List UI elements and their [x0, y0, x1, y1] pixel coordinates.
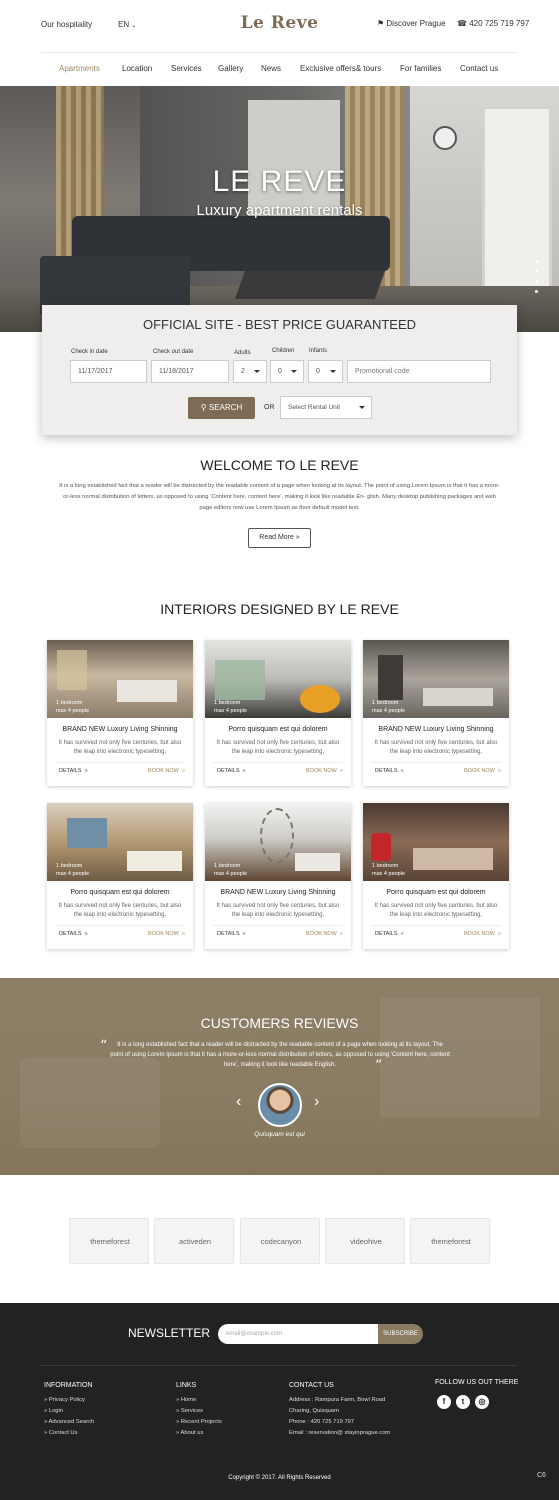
prev-arrow-icon[interactable]: ‹	[236, 1093, 242, 1110]
or-text: OR	[264, 404, 275, 411]
apartment-desc: It has survived not only five centuries, but also the leap into electronic typesetting,	[216, 740, 340, 755]
newsletter-title: NEWSLETTER	[128, 1326, 211, 1340]
hero-subtitle: Luxury apartment rentals	[196, 202, 363, 219]
instagram-icon[interactable]: ◎	[475, 1395, 489, 1409]
corner-badge: C6	[537, 1472, 546, 1479]
quote-open-icon: “	[100, 1038, 108, 1054]
nav-exclusive-offers[interactable]: Exclusive offers& tours	[300, 64, 382, 73]
information-links	[44, 1395, 94, 1439]
links-list	[176, 1395, 222, 1439]
search-label: SEARCH	[208, 403, 243, 412]
apartment-card[interactable]	[363, 640, 509, 786]
search-icon: ⚲	[200, 403, 207, 412]
booking-title: OFFICIAL SITE - BEST PRICE GUARANTEED	[142, 317, 417, 332]
nav-news[interactable]: News	[261, 64, 282, 73]
nav-apartments[interactable]: Apartments	[59, 64, 100, 73]
book-now-link[interactable]: BOOK NOW »	[148, 768, 185, 774]
phone-link[interactable]	[457, 19, 529, 28]
nav-for-families[interactable]: For families	[400, 64, 442, 73]
partner-logo[interactable]: codecanyon	[240, 1218, 320, 1264]
partner-logo[interactable]: activeden	[154, 1218, 234, 1264]
apartment-title[interactable]: Porro quisquam est qui dolorem	[386, 889, 486, 896]
footer-link-home[interactable]: » Home	[176, 1397, 197, 1403]
information-title: INFORMATION	[44, 1382, 93, 1389]
discover-prague-link[interactable]	[377, 19, 446, 28]
hero-banner	[0, 86, 559, 332]
apartment-title[interactable]: BRAND NEW Luxury Living Shinning	[220, 889, 336, 896]
card-divider	[213, 925, 343, 926]
site-footer	[0, 1303, 559, 1500]
promo-code-input[interactable]: Promotional code	[347, 360, 491, 383]
main-nav	[0, 58, 559, 86]
chevron-down-icon: ⌄	[131, 23, 137, 29]
phone-icon: ☎	[457, 19, 467, 28]
apartment-title[interactable]: Porro quisquam est qui dolorem	[228, 726, 328, 733]
footer-divider	[41, 1365, 517, 1366]
reviewer-name: Quisquam est qui	[254, 1131, 305, 1138]
footer-link-recent-projects[interactable]: » Recent Projects	[176, 1419, 222, 1425]
contact-title: CONTACT US	[289, 1382, 334, 1389]
details-link[interactable]: DETAILS »	[375, 931, 404, 937]
apartment-card[interactable]	[47, 640, 193, 786]
rental-unit-select[interactable]: Select Rental Unit	[280, 396, 372, 419]
apartment-capacity: 1 bedroom max 4 people	[214, 863, 248, 877]
language-value: EN	[118, 20, 130, 29]
infants-label: Infants	[309, 348, 328, 354]
top-header	[0, 0, 559, 52]
book-now-link[interactable]: BOOK NOW »	[148, 931, 185, 937]
apartment-capacity: 1 bedroom max 4 people	[56, 700, 90, 714]
customer-reviews-section	[0, 978, 559, 1175]
children-select[interactable]: 0	[270, 360, 304, 383]
next-arrow-icon[interactable]: ›	[314, 1093, 320, 1110]
footer-link-about[interactable]: » About us	[176, 1430, 204, 1436]
apartment-desc: It has survived not only five centuries, but also the leap into electronic typesetting,	[374, 903, 498, 918]
header-divider	[41, 52, 517, 53]
nav-services[interactable]: Services	[171, 64, 202, 73]
apartment-desc: It has survived not only five centuries, but also the leap into electronic typesetting,	[58, 740, 182, 755]
nav-contact-us[interactable]: Contact us	[460, 64, 499, 73]
welcome-title: WELCOME TO LE REVE	[200, 457, 359, 473]
partner-logo[interactable]: themeforest	[69, 1218, 149, 1264]
apartment-title[interactable]: Porro quisquam est qui dolorem	[70, 889, 170, 896]
apartment-desc: It has survived not only five centuries, but also the leap into electronic typesetting,	[374, 740, 498, 755]
card-divider	[55, 925, 185, 926]
interiors-title: INTERIORS DESIGNED BY LE REVE	[160, 601, 399, 617]
checkin-label: Check in date	[71, 349, 108, 355]
apartment-title[interactable]: BRAND NEW Luxury Living Shinning	[62, 726, 178, 733]
nav-location[interactable]: Location	[122, 64, 153, 73]
hero-title: LE REVE	[212, 165, 347, 198]
subscribe-button[interactable]: SUBSCRIBE	[378, 1324, 423, 1344]
contact-email[interactable]: Email : reservation@ stayinprague.com	[289, 1430, 391, 1436]
contact-address-2: Charing, Quisquam	[289, 1408, 339, 1414]
twitter-icon[interactable]: t	[456, 1395, 470, 1409]
footer-link-login[interactable]: » Login	[44, 1408, 64, 1414]
follow-title: FOLLOW US OUT THERE	[435, 1379, 519, 1386]
book-now-link[interactable]: BOOK NOW »	[306, 931, 343, 937]
partner-logo[interactable]: videohive	[325, 1218, 405, 1264]
booking-panel	[42, 305, 517, 435]
partner-logo[interactable]: themeforest	[410, 1218, 490, 1264]
card-divider	[55, 762, 185, 763]
footer-link-advanced-search[interactable]: » Advanced Search	[44, 1419, 95, 1425]
apartment-capacity: 1 bedroom max 4 people	[56, 863, 90, 877]
copyright: Copyright © 2017. All Rights Reserved	[228, 1475, 331, 1481]
checkin-input[interactable]: 11/17/2017	[70, 360, 147, 383]
book-now-link[interactable]: BOOK NOW »	[464, 931, 501, 937]
details-link[interactable]: DETAILS »	[375, 768, 404, 774]
slider-dots[interactable]	[535, 260, 538, 300]
flag-icon: ⚑	[377, 19, 385, 28]
book-now-link[interactable]: BOOK NOW »	[306, 768, 343, 774]
footer-link-privacy[interactable]: » Privacy Policy	[44, 1397, 85, 1403]
apartment-desc: It has survived not only five centuries, but also the leap into electronic typesetting,	[216, 903, 340, 918]
details-link[interactable]: DETAILS »	[217, 931, 246, 937]
read-more-button[interactable]: Read More »	[248, 528, 311, 548]
children-label: Children	[272, 348, 295, 354]
apartment-desc: It has survived not only five centuries, but also the leap into electronic typesetting,	[58, 903, 182, 918]
apartment-card[interactable]	[363, 803, 509, 949]
facebook-icon[interactable]: f	[437, 1395, 451, 1409]
discover-label: Discover Prague	[386, 19, 446, 28]
hero-clock	[433, 126, 457, 150]
newsletter-email-input[interactable]: email@example.com	[218, 1324, 380, 1344]
apartment-card[interactable]	[47, 803, 193, 949]
card-divider	[371, 762, 501, 763]
links-title: LINKS	[176, 1382, 197, 1389]
details-link[interactable]: DETAILS »	[217, 768, 246, 774]
adults-select[interactable]: 2	[233, 360, 267, 383]
our-hospitality-link[interactable]: Our hospitality	[41, 20, 93, 29]
apartment-capacity: 1 bedroom max 4 people	[372, 863, 406, 877]
hero-rug	[235, 271, 385, 299]
footer-link-services[interactable]: » Services	[176, 1408, 204, 1414]
apartment-capacity: 1 bedroom max 4 people	[214, 700, 248, 714]
reviewer-avatar	[258, 1083, 302, 1127]
welcome-text: It is a long established fact that a reader will be distracted by the readable content of a page when looking at its layout. The point of using Lorem Ipsum is that it has a more-or-less normal distribution of letters, as opposed to using ‘Content here, content here’, making it look like readable En- glish. Many desktop publishing packages and web page editors now use Lorem Ipsum as their default model text,	[59, 483, 500, 511]
book-now-link[interactable]: BOOK NOW »	[464, 768, 501, 774]
search-button[interactable]	[188, 397, 255, 419]
contact-phone: Phone : 420 725 719 797	[289, 1419, 355, 1425]
contact-address-1: Address : Rampura Farm, Bowl Road	[289, 1397, 386, 1403]
checkout-label: Check out date	[153, 349, 194, 355]
details-link[interactable]: DETAILS »	[59, 768, 88, 774]
site-logo[interactable]: Le Reve	[240, 13, 319, 33]
footer-link-contact[interactable]: » Contact Us	[44, 1430, 78, 1436]
card-divider	[213, 762, 343, 763]
apartment-card[interactable]	[205, 803, 351, 949]
checkout-input[interactable]: 11/18/2017	[151, 360, 229, 383]
apartment-capacity: 1 bedroom max 4 people	[372, 700, 406, 714]
quote-close-icon: ”	[375, 1058, 383, 1074]
adults-label: Adults	[234, 350, 251, 356]
infants-select[interactable]: 0	[308, 360, 343, 383]
apartment-card[interactable]	[205, 640, 351, 786]
phone-number: 420 725 719 797	[469, 19, 530, 28]
contact-info	[289, 1395, 390, 1439]
hero-door	[482, 106, 552, 296]
card-divider	[371, 925, 501, 926]
apartment-title[interactable]: BRAND NEW Luxury Living Shinning	[378, 726, 494, 733]
nav-gallery[interactable]: Gallery	[218, 64, 244, 73]
reviews-title: CUSTOMERS REVIEWS	[200, 1015, 359, 1031]
details-link[interactable]: DETAILS »	[59, 931, 88, 937]
review-text: It is a long established fact that a reader will be distracted by the readable content of a page when looking at its layout. The point of using Lorem Ipsum is that it has a more-or-less normal distribution of letters, as opposed to using ‘Content here, content here’, making it look like readable English.	[110, 1042, 450, 1068]
